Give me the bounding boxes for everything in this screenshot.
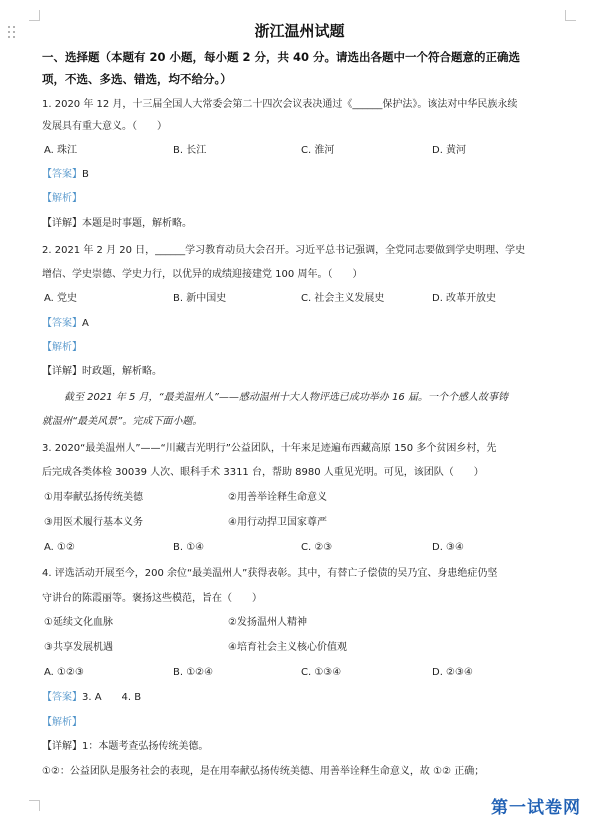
page-title: 浙江温州试题 xyxy=(254,22,345,40)
detail-text: ①②：公益团队是服务社会的表现，是在用奉献弘扬传统美德、用善举诠释生命意义，故 ①② 正确； xyxy=(42,766,485,777)
option-a: A. ①②③ xyxy=(44,667,84,678)
answer-label: 【答案】 xyxy=(42,318,82,329)
option-d: D. ③④ xyxy=(432,542,464,553)
option-b: B. 新中国史 xyxy=(173,293,227,304)
question-1-text: 发展具有重大意义。（ ） xyxy=(42,121,167,132)
answer-line xyxy=(42,692,141,704)
statement-item: ③共享发展机遇 xyxy=(44,642,113,653)
statement-item: ③用医术履行基本义务 xyxy=(44,517,143,528)
option-d: D. 黄河 xyxy=(432,145,467,156)
page-corner-mark xyxy=(29,800,40,811)
statement-item: ②用善举诠释生命意义 xyxy=(228,492,327,503)
option-a: A. ①② xyxy=(44,542,75,553)
option-c: C. ②③ xyxy=(301,542,333,553)
section-heading: 一、选择题（本题有 20 小题，每小题 2 分，共 40 分。请选出各题中一个符合题意的正确选 xyxy=(42,50,521,64)
option-d: D. ②③④ xyxy=(432,667,473,678)
option-c: C. ①③④ xyxy=(301,667,342,678)
answer-value: A xyxy=(82,318,89,329)
statement-item: ②发扬温州人精神 xyxy=(228,617,307,628)
option-a: A. 珠江 xyxy=(44,145,78,156)
detail-text: 【详解】1：本题考查弘扬传统美德。 xyxy=(42,741,209,752)
answer-label: 【答案】 xyxy=(42,169,82,180)
passage-text: 截至 2021 年 5 月，“最美温州人”——感动温州十大人物评选已成功举办 16 届。一个个感人故事铸 xyxy=(64,392,508,403)
statement-item: ④用行动捍卫国家尊严 xyxy=(228,517,327,528)
question-2-text: 增信、学史崇德、学史力行，以优异的成绩迎接建党 100 周年。（ ） xyxy=(42,269,363,280)
answer-line xyxy=(42,318,89,330)
passage-text: 就温州“最美风景”。完成下面小题。 xyxy=(42,416,203,427)
question-3-text: 后完成各类体检 30039 人次、眼科手术 3311 台，帮助 8980 人重见光明。可见，该团队（ ） xyxy=(42,467,484,478)
detail-text: 【详解】本题是时事题，解析略。 xyxy=(42,218,192,229)
analysis-label: 【解析】 xyxy=(42,342,82,353)
question-1-text: 1. 2020 年 12 月，十三届全国人大常委会第二十四次会议表决通过《______保护法》。该法对中华民族永续 xyxy=(42,99,518,110)
question-3-text: 3. 2020“最美温州人”——“川藏吉光明行”公益团队，十年来足迹遍布西藏高原 150 多个贫困乡村，先 xyxy=(42,443,497,454)
statement-item: ①延续文化血脉 xyxy=(44,617,113,628)
question-4-text: 守讲台的陈霞丽等。褒扬这些模范，旨在（ ） xyxy=(42,593,262,604)
option-c: C. 淮河 xyxy=(301,145,335,156)
option-c: C. 社会主义发展史 xyxy=(301,293,385,304)
analysis-label: 【解析】 xyxy=(42,193,82,204)
watermark-logo: 第一试卷网 xyxy=(491,798,581,818)
answer-label: 【答案】 xyxy=(42,692,82,703)
option-a: A. 党史 xyxy=(44,293,78,304)
option-b: B. ①④ xyxy=(173,542,205,553)
analysis-label: 【解析】 xyxy=(42,717,82,728)
answer-line xyxy=(42,169,89,181)
detail-text: 【详解】时政题，解析略。 xyxy=(42,366,162,377)
statement-item: ①用奉献弘扬传统美德 xyxy=(44,492,143,503)
option-b: B. 长江 xyxy=(173,145,207,156)
question-2-text: 2. 2021 年 2 月 20 日，______学习教育动员大会召开。习近平总书记强调，全党同志要做到学史明理、学史 xyxy=(42,245,526,256)
section-heading: 项，不选、多选、错选，均不给分。） xyxy=(42,72,232,86)
option-b: B. ①②④ xyxy=(173,667,214,678)
answer-value: B xyxy=(82,169,89,180)
statement-item: ④培育社会主义核心价值观 xyxy=(228,642,347,653)
question-4-text: 4. 评选活动开展至今，200 余位“最美温州人”获得表彰。其中，有替亡子偿债的吴乃宜、身患绝症仍坚 xyxy=(42,568,498,579)
answer-value: 3. A 4. B xyxy=(82,692,142,703)
option-d: D. 改革开放史 xyxy=(432,293,497,304)
